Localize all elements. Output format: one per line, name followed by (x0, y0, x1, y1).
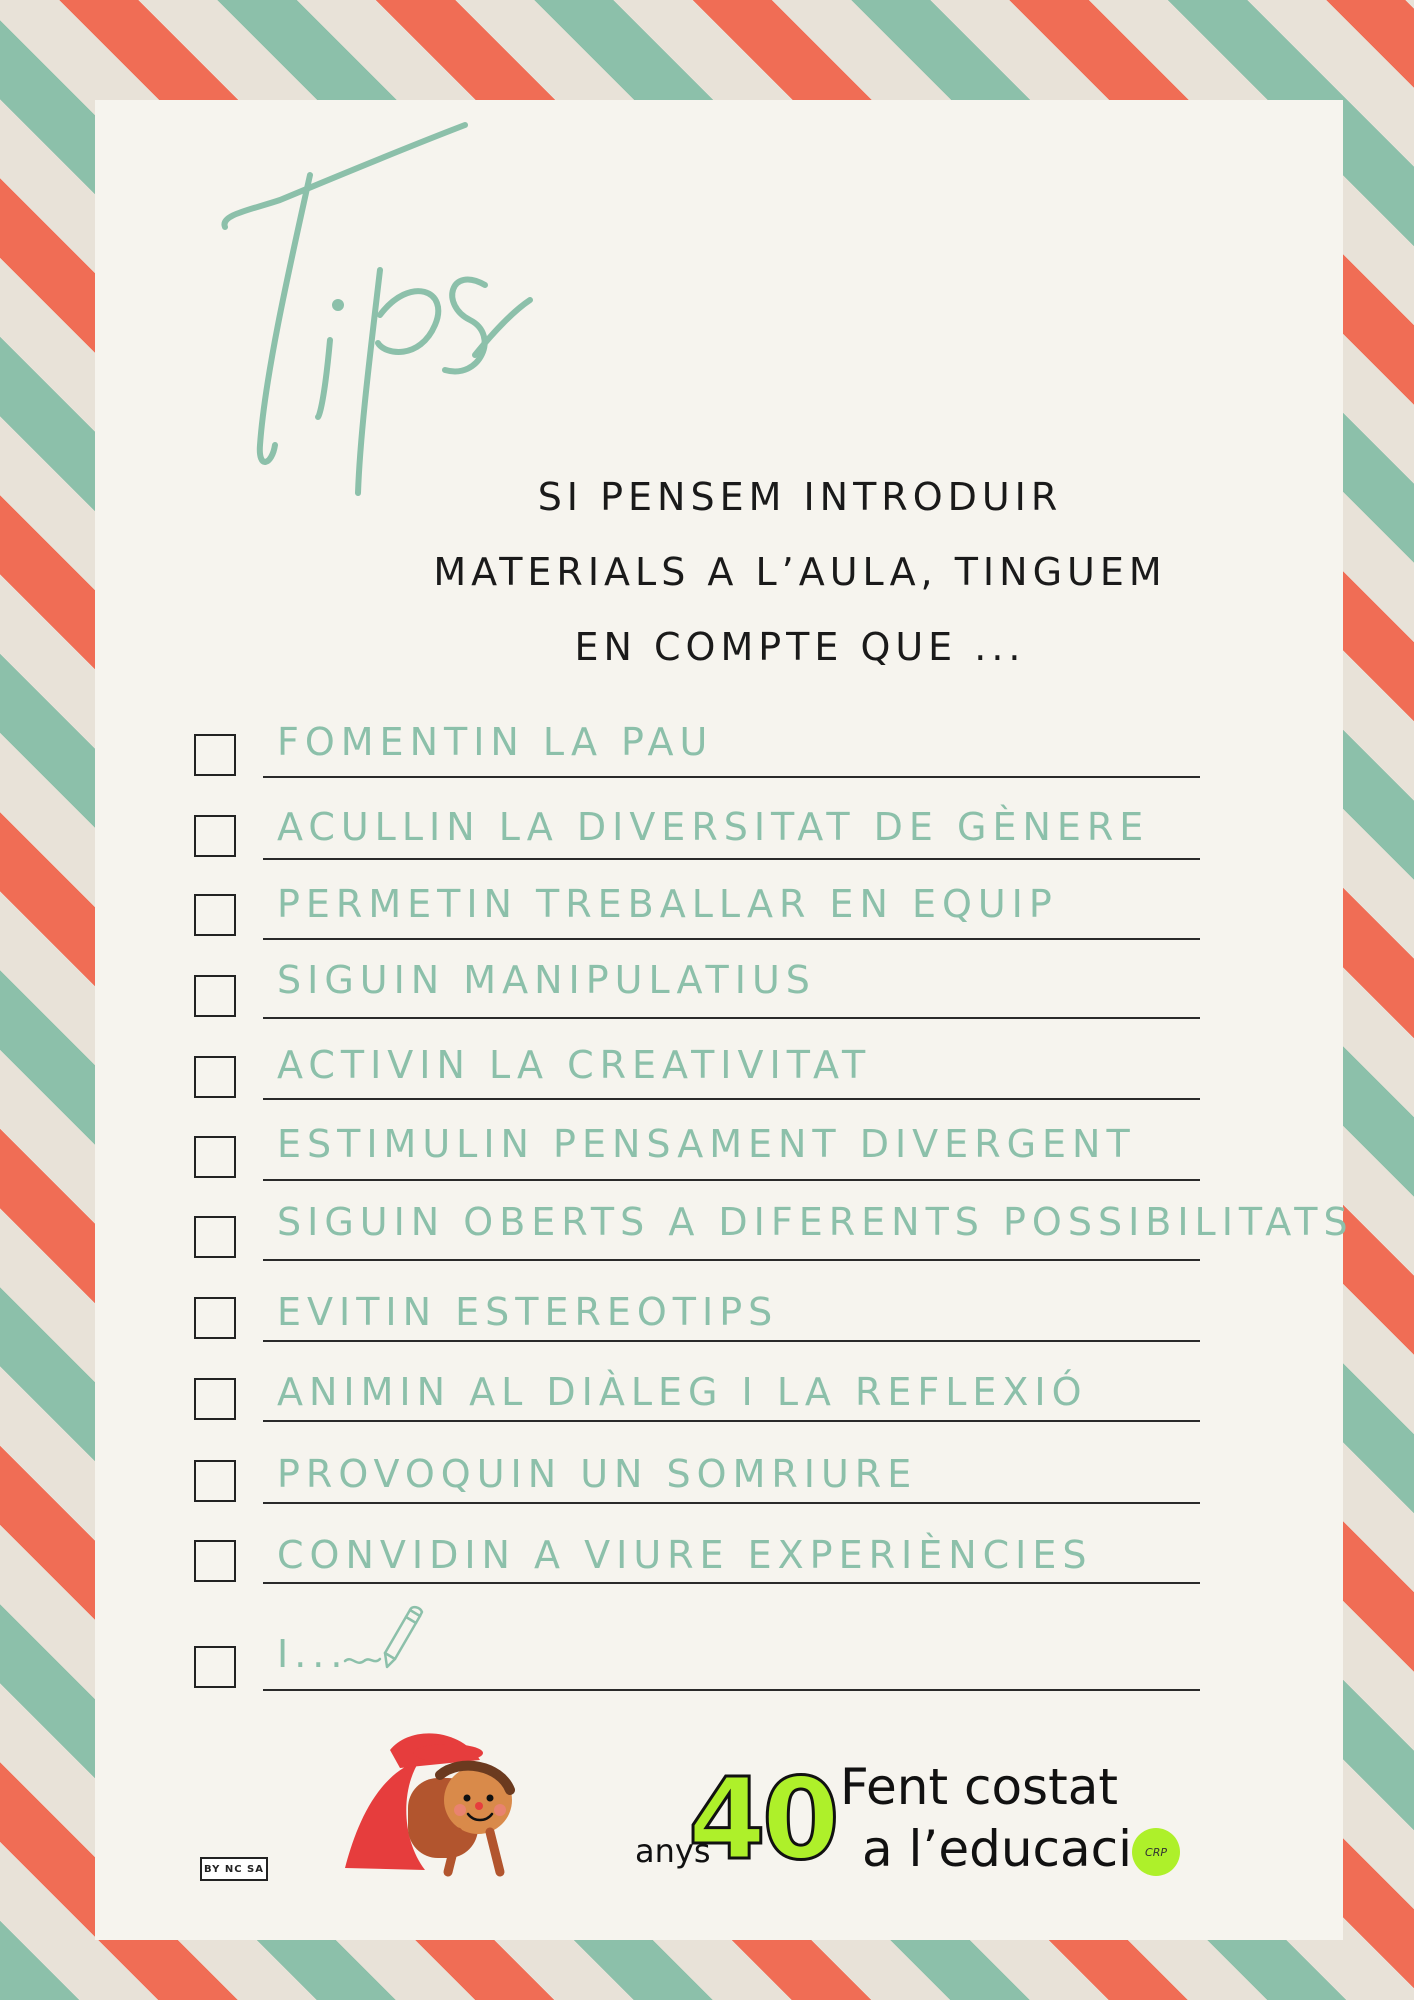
item-label: ACTIVIN LA CREATIVITAT (277, 1043, 872, 1087)
intro-line-2: MATERIALS A L’AULA, TINGUEM (433, 550, 1167, 594)
checklist-item (0, 1043, 1414, 1113)
item-label: PERMETIN TREBALLAR EN EQUIP (277, 882, 1058, 926)
anniversary-prefix: anys (635, 1832, 711, 1870)
checklist-item (0, 882, 1414, 952)
item-label: ANIMIN AL DIÀLEG I LA REFLEXIÓ (277, 1370, 1088, 1414)
checkbox[interactable] (194, 1646, 236, 1688)
checklist-item (0, 1122, 1414, 1192)
item-label: I... (277, 1632, 349, 1676)
checklist-item (0, 1452, 1414, 1522)
checkbox[interactable] (194, 734, 236, 776)
writing-line (263, 1098, 1200, 1100)
item-label: ESTIMULIN PENSAMENT DIVERGENT (277, 1122, 1136, 1166)
checkbox[interactable] (194, 1540, 236, 1582)
checklist-item (0, 1290, 1414, 1360)
checkbox[interactable] (194, 1297, 236, 1339)
checkbox[interactable] (194, 1378, 236, 1420)
writing-line (263, 1259, 1200, 1261)
intro-line-1: SI PENSEM INTRODUIR (537, 475, 1063, 519)
checkbox[interactable] (194, 815, 236, 857)
item-label: PROVOQUIN UN SOMRIURE (277, 1452, 918, 1496)
caga-tio-mascot (330, 1720, 530, 1880)
writing-line (263, 858, 1200, 860)
item-label: ACULLIN LA DIVERSITAT DE GÈNERE (277, 805, 1150, 849)
writing-line (263, 938, 1200, 940)
checkbox[interactable] (194, 1056, 236, 1098)
item-label: EVITIN ESTEREOTIPS (277, 1290, 779, 1334)
checkbox[interactable] (194, 1216, 236, 1258)
writing-line (263, 1340, 1200, 1342)
intro-text (400, 460, 1200, 685)
writing-line (263, 776, 1200, 778)
checkbox[interactable] (194, 975, 236, 1017)
checklist-item (0, 1200, 1414, 1270)
writing-line (263, 1179, 1200, 1181)
checklist-item (0, 1632, 1414, 1702)
writing-line (263, 1420, 1200, 1422)
intro-line-3: EN COMPTE QUE ... (574, 625, 1026, 669)
checklist-item (0, 1533, 1414, 1603)
item-label: FOMENTIN LA PAU (277, 720, 714, 764)
checkbox[interactable] (194, 894, 236, 936)
item-label: CONVIDIN A VIURE EXPERIÈNCIES (277, 1533, 1093, 1577)
writing-line (263, 1689, 1200, 1691)
checkbox[interactable] (194, 1460, 236, 1502)
checklist-item (0, 720, 1414, 790)
checklist-item (0, 1370, 1414, 1440)
item-label: SIGUIN OBERTS A DIFERENTS POSSIBILITATS (277, 1200, 1354, 1244)
pencil-icon (340, 1595, 430, 1675)
cc-license-badge: BY NC SA (200, 1857, 268, 1881)
checklist-item (0, 958, 1414, 1028)
writing-line (263, 1017, 1200, 1019)
tagline-line-2: a l’educaci (862, 1820, 1133, 1878)
writing-line (263, 1582, 1200, 1584)
anniversary-number: 40 (688, 1755, 836, 1885)
tips-title-lettering (210, 115, 550, 505)
checklist-item (0, 805, 1414, 875)
item-label: SIGUIN MANIPULATIUS (277, 958, 816, 1002)
writing-line (263, 1502, 1200, 1504)
anniversary-logo (630, 1740, 1190, 1890)
crp-logo-dot: CRP (1132, 1828, 1180, 1876)
tagline-line-1: Fent costat (840, 1758, 1118, 1816)
checkbox[interactable] (194, 1136, 236, 1178)
